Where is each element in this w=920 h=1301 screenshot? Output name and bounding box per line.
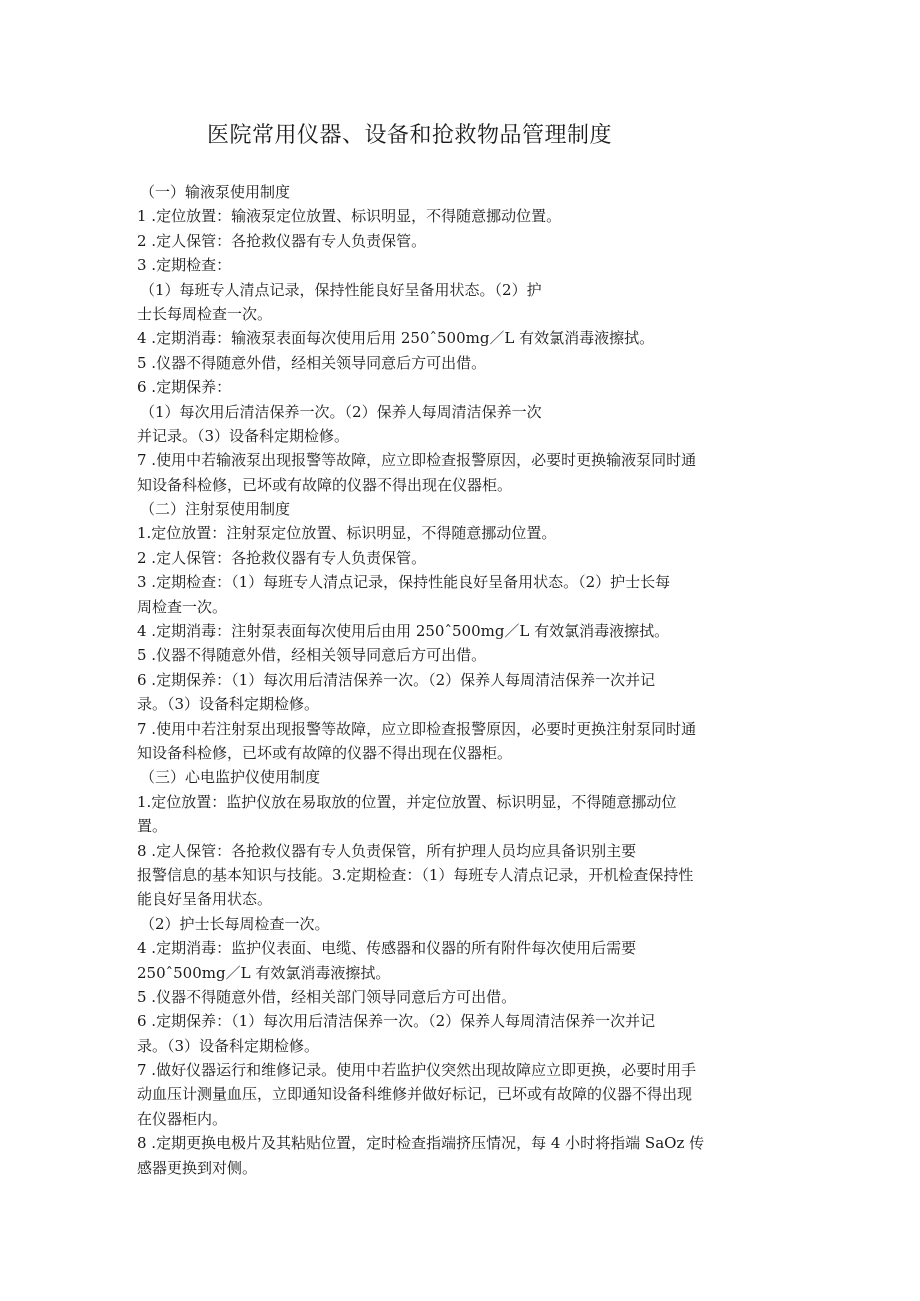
text-line: 并记录。（3）设备科定期检修。 [137, 426, 350, 445]
text-line: 250ˆ500mg／L 有效氯消毒液擦拭。 [137, 963, 391, 982]
text-line: 6 .定期保养：（1）每次用后清洁保养一次。（2）保养人每周清洁保养一次并记 [137, 670, 656, 689]
text-line: 士长每周检查一次。 [137, 304, 273, 323]
text-line: 6 .定期保养： [137, 378, 232, 397]
text-line: 知设备科检修，已坏或有故障的仪器不得出现在仪器柜。 [137, 743, 513, 762]
text-line: 2 .定人保管：各抢救仪器有专人负责保管。 [137, 231, 427, 250]
text-line: 报警信息的基本知识与技能。3.定期检查：（1）每班专人清点记录，开机检查保持性 [137, 865, 694, 884]
text-line: 4 .定期消毒：监护仪表面、电缆、传感器和仪器的所有附件每次使用后需要 [137, 939, 637, 958]
text-line: 置。 [137, 817, 168, 836]
text-line: （1）每班专人清点记录，保持性能良好呈备用状态。（2）护 [140, 280, 542, 299]
text-line: （2）护士长每周检查一次。 [140, 914, 330, 933]
text-line: 动血压计测量血压，立即通知设备科维修并做好标记，已坏或有故障的仪器不得出现 [137, 1085, 693, 1104]
text-line: 4 .定期消毒：输液泵表面每次使用后用 250ˆ500mg／L 有效氯消毒液擦拭。 [137, 329, 655, 348]
document-title: 医院常用仪器、设备和抢救物品管理制度 [207, 123, 613, 148]
text-line: 2 .定人保管：各抢救仪器有专人负责保管。 [137, 548, 427, 567]
text-line: 录。（3）设备科定期检修。 [137, 1036, 320, 1055]
document-body [137, 180, 787, 1180]
text-line: （三）心电监护仪使用制度 [140, 768, 321, 787]
text-line: 感器更换到对侧。 [137, 1158, 258, 1177]
text-line: 7 .做好仪器运行和维修记录。使用中若监护仪突然出现故障应立即更换，必要时用手 [137, 1061, 697, 1080]
text-line: 在仪器柜内。 [137, 1109, 228, 1128]
text-line: 1.定位放置：注射泵定位放置、标识明显，不得随意挪动位置。 [137, 524, 557, 543]
text-line: 3 .定期检查：（1）每班专人清点记录，保持性能良好呈备用状态。（2）护士长每 [137, 573, 671, 592]
text-line: 1 .定位放置：输液泵定位放置、标识明显，不得随意挪动位置。 [137, 207, 562, 226]
text-line: 能良好呈备用状态。 [137, 890, 273, 909]
text-line: 录。（3）设备科定期检修。 [137, 695, 320, 714]
text-line: 1.定位放置：监护仪放在易取放的位置，并定位放置、标识明显，不得随意挪动位 [137, 792, 677, 811]
text-line: 3 .定期检查： [137, 256, 232, 275]
text-line: 8 .定人保管：各抢救仪器有专人负责保管，所有护理人员均应具备识别主要 [137, 841, 637, 860]
text-line: 8 .定期更换电极片及其粘贴位置，定时检查指端挤压情况，每 4 小时将指端 SaOz 传 [137, 1134, 705, 1153]
text-line: 5 .仪器不得随意外借，经相关领导同意后方可出借。 [137, 353, 487, 372]
text-line: 6 .定期保养：（1）每次用后清洁保养一次。（2）保养人每周清洁保养一次并记 [137, 1012, 656, 1031]
text-line: 周检查一次。 [137, 597, 228, 616]
text-line: 知设备科检修，已坏或有故障的仪器不得出现在仪器柜。 [137, 475, 513, 494]
text-line: （一）输液泵使用制度 [140, 183, 291, 201]
text-line: 4 .定期消毒：注射泵表面每次使用后由用 250ˆ500mg／L 有效氯消毒液擦拭。 [137, 622, 670, 641]
text-line: （1）每次用后清洁保养一次。（2）保养人每周清洁保养一次 [140, 402, 542, 421]
text-line: 7 .使用中若注射泵出现报警等故障，应立即检查报警原因，必要时更换注射泵同时通 [137, 719, 697, 738]
text-line: 7 .使用中若输液泵出现报警等故障，应立即检查报警原因，必要时更换输液泵同时通 [137, 451, 697, 470]
text-line: 5 .仪器不得随意外借，经相关领导同意后方可出借。 [137, 646, 487, 665]
text-line: （二）注射泵使用制度 [140, 500, 291, 519]
text-line: 5 .仪器不得随意外借，经相关部门领导同意后方可出借。 [137, 987, 517, 1006]
